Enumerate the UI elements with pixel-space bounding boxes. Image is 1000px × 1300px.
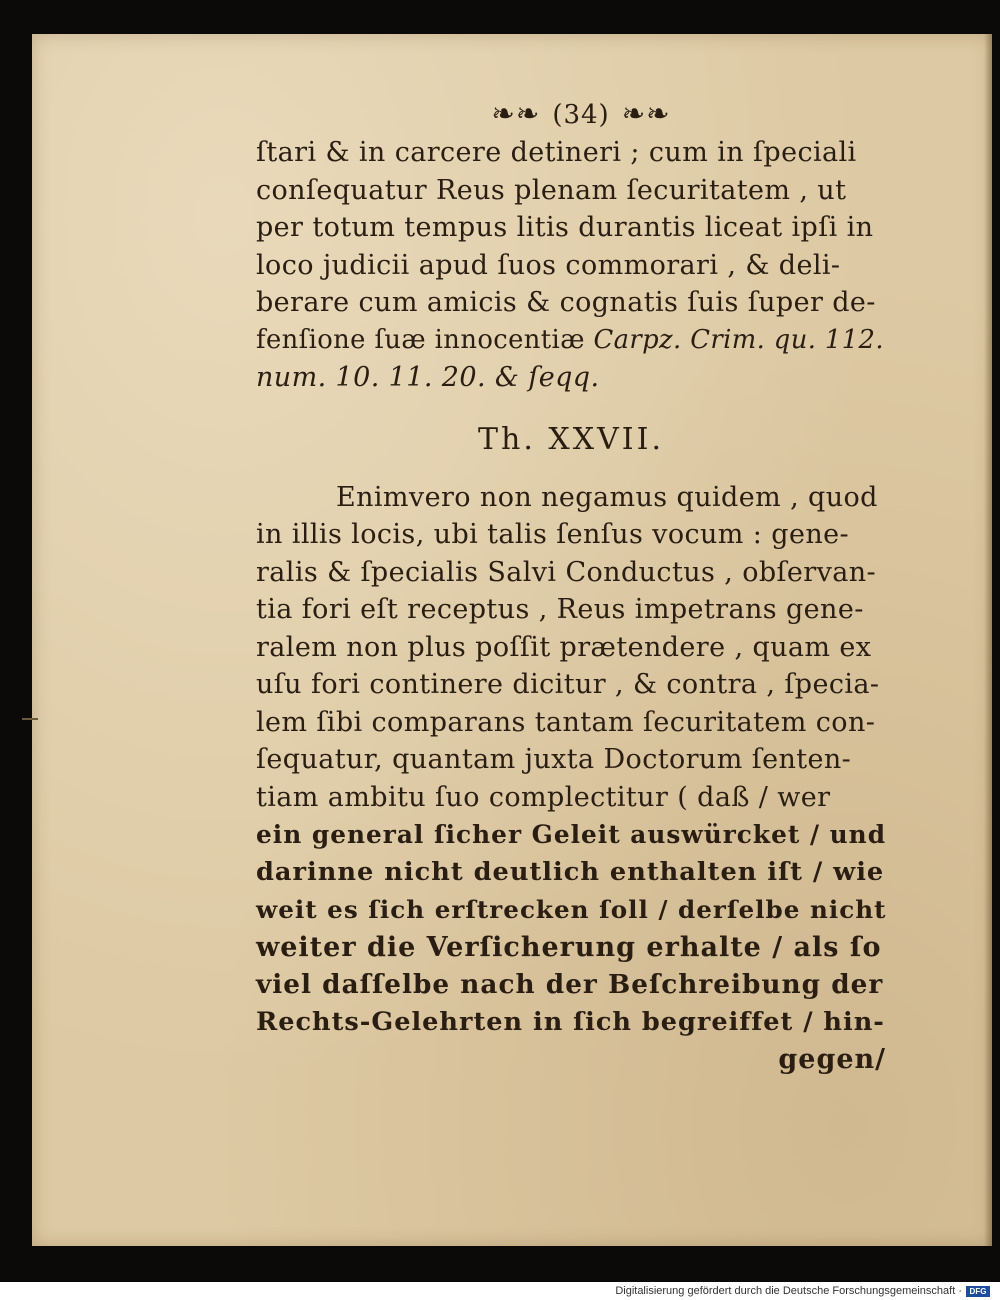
book-page [32,34,992,1246]
text-block [256,94,886,1079]
text-line: ralis & ſpecialis Salvi Conductus , obſervan- [256,556,877,588]
dfg-logo: DFG [966,1286,990,1297]
text-line: ſtari & in carcere detineri ; cum in ſpeciali [256,137,857,168]
page-edge-shadow [984,34,992,1246]
german-text-line: darinne nicht deutlich enthalten iſt / wie [256,856,885,887]
text-line: in illis locis, ubi talis ſenſus vocum : gene- [256,519,850,550]
text-line: berare cum amicis & cognatis ſuis ſuper de- [256,287,876,318]
german-text-line: ein general ſicher Geleit auswürcket / und [256,820,887,849]
citation-reference: Carpz. Crim. qu. 112. [593,324,884,355]
german-text-line: Rechts-Gelehrten in ſich begreiffet / hin- [256,1006,885,1037]
page-number: (34) [552,100,610,130]
german-text-line: viel daſſelbe nach der Beſchreibung der [256,969,884,1000]
digitization-credit: Digitalisierung gefördert durch die Deutsche Forschungsgemeinschaft · [615,1285,962,1297]
text-line: tia fori eſt receptus , Reus impetrans gene- [256,594,864,625]
citation-line [256,322,886,360]
running-header [276,94,886,134]
section-heading: Th. XXVII. [477,421,665,457]
text-line: conſequatur Reus plenam ſecuritatem , ut [256,174,847,206]
citation-reference-continued: num. 10. 11. 20. & ſeqq. [256,362,600,393]
ornament-left-icon: ❧❧ [491,97,541,130]
text-line: per totum tempus litis durantis liceat ipſi in [256,212,874,243]
text-line: lem ſibi comparans tantam ſecuritatem con- [256,706,876,738]
german-text-line: weiter die Verſicherung erhalte / als ſo [256,931,882,963]
margin-mark [22,718,38,720]
text-line: loco judicii apud ſuos commorari , & deli- [256,249,841,281]
citation-text: fenſione ſuæ innocentiæ [256,324,585,355]
text-line: tiam ambitu ſuo complectitur ( daß / wer [256,781,831,813]
catchword [256,1041,886,1079]
text-line: uſu fori continere dicitur , & contra , ſpecia- [256,669,880,700]
ornament-right-icon: ❧❧ [621,97,671,130]
text-line: ralem non plus poſſit prætendere , quam ex [256,631,872,663]
catchword-text: gegen/ [778,1044,886,1075]
text-line: Enimvero non negamus quidem , quod [336,481,878,513]
footer-bar [0,1282,1000,1300]
german-text-line: weit es ſich erſtrecken ſoll / derſelbe nicht [256,895,887,924]
text-line: ſequatur, quantam juxta Doctorum ſenten- [256,744,852,775]
